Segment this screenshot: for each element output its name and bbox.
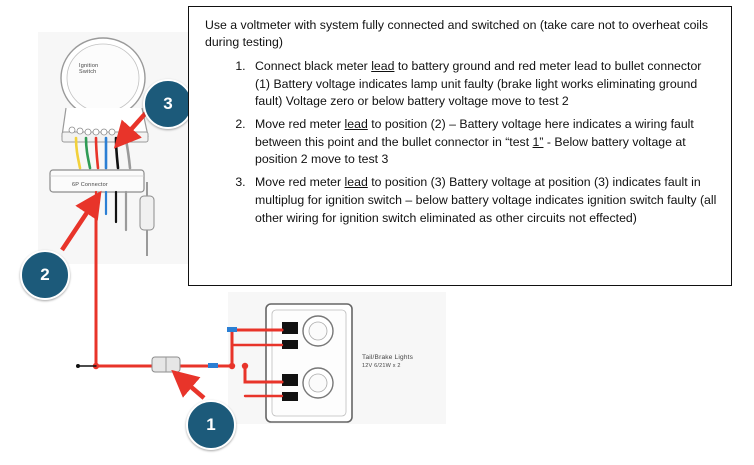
step-emphasis: lead bbox=[344, 175, 368, 190]
callout-badge-2: 2 bbox=[20, 250, 70, 300]
six-pin-connector bbox=[50, 170, 144, 192]
step-text: Move red meter bbox=[255, 175, 345, 190]
taillight-label: Tail/Brake Lights bbox=[362, 354, 414, 361]
instruction-panel bbox=[188, 6, 732, 286]
taillight-sublabel: 12V 6/21W x 2 bbox=[362, 363, 401, 369]
step-emphasis: lead bbox=[344, 117, 368, 132]
six-pin-connector-label: 6P Connector bbox=[72, 182, 108, 188]
arrow-to-1 bbox=[176, 374, 204, 398]
step-text: Connect black meter bbox=[255, 58, 372, 73]
step-text: - Below battery voltage at position 2 move to test 3 bbox=[255, 134, 686, 167]
callout-badge-1: 1 bbox=[186, 400, 236, 450]
taillight-drawing bbox=[266, 304, 352, 422]
step-text: to battery ground and red meter lead to bullet connector (1) Battery voltage indicates lamp unit faulty (brake light works eliminating ground fault) Voltage zero or below battery voltage move to test 2 bbox=[255, 58, 702, 109]
test-step bbox=[249, 58, 717, 111]
callout-badge-3: 3 bbox=[143, 79, 193, 129]
intro-text: Use a voltmeter with system fully connected and switched on (take care not to overheat coils during testing) bbox=[205, 18, 709, 50]
step-emphasis: lead bbox=[371, 58, 395, 73]
test-steps-list bbox=[203, 58, 717, 227]
step-text: Move red meter bbox=[255, 117, 345, 132]
test-step bbox=[249, 174, 717, 227]
test-step bbox=[249, 116, 717, 169]
step-text: to position (2) – Battery voltage here indicates a wiring fault between this point and the bullet connector in “test bbox=[255, 117, 694, 149]
bullet-connector bbox=[152, 357, 180, 372]
ignition-switch-label: Ignition Switch bbox=[79, 63, 99, 75]
step-emphasis: 1” bbox=[532, 134, 544, 149]
step-text: to position (3) Battery voltage at position (3) indicates fault in multiplug for ignition switch – below battery voltage indicates ignition switch faulty (all other wiring for ignition switch eliminated as other circuits not effected) bbox=[255, 175, 717, 225]
